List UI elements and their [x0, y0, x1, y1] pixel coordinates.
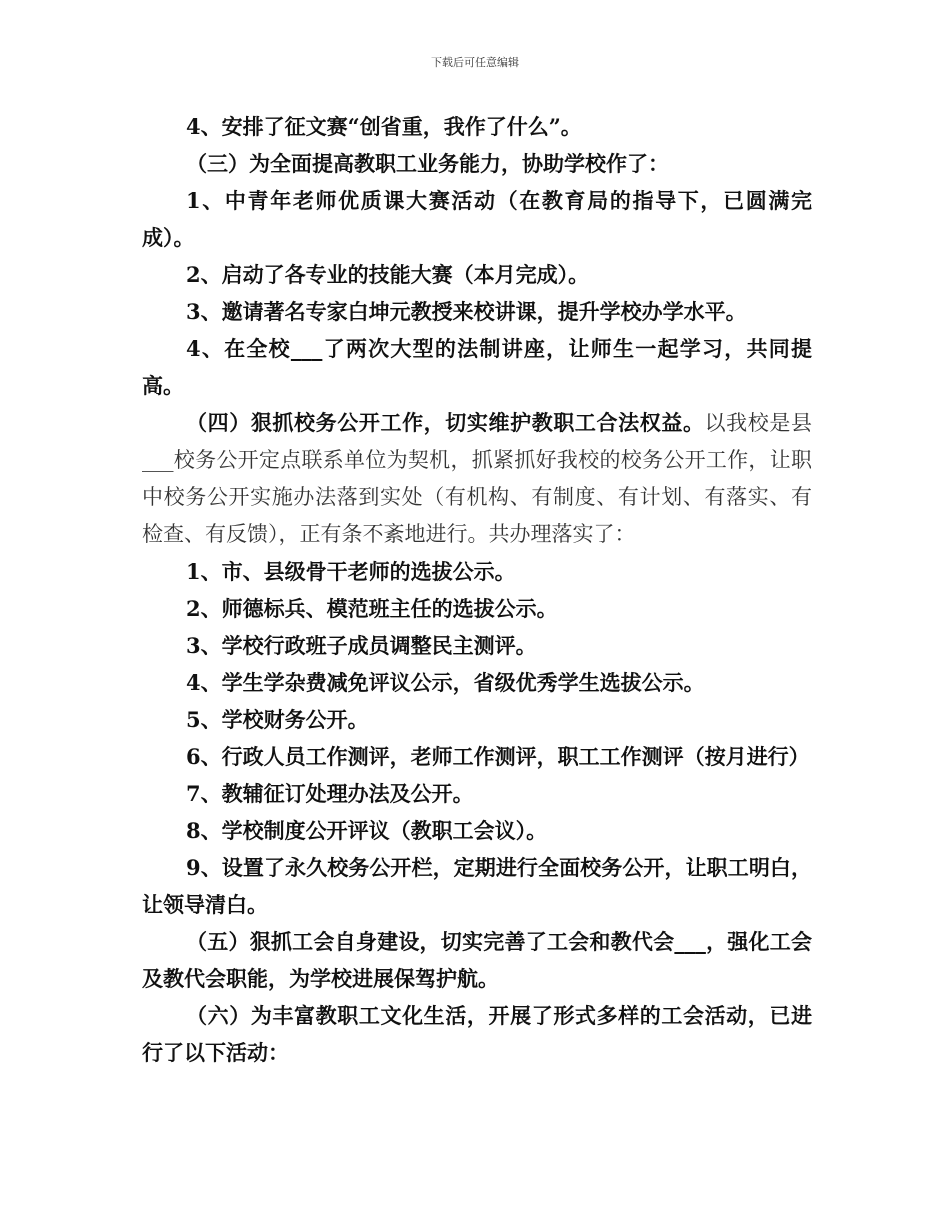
list-item: 8、学校制度公开评议（教职工会议）。 [186, 818, 548, 843]
section-4-title: （四）狠抓校务公开工作，切实维护教职工合法权益。 [186, 410, 705, 435]
list-item: 6、行政人员工作测评，老师工作测评，职工工作测评（按月进行） [186, 744, 810, 769]
section-4-paragraph [142, 404, 812, 553]
paragraph: 4、安排了征文赛“创省重，我作了什么”。 [186, 114, 582, 139]
list-item: 5、学校财务公开。 [186, 707, 369, 732]
list-item: 3、学校行政班子成员调整民主测评。 [186, 633, 537, 658]
paragraph: 2、启动了各专业的技能大赛（本月完成）。 [186, 262, 590, 287]
list-item: 2、师德标兵、模范班主任的选拔公示。 [186, 596, 558, 621]
paragraph: 4、在全校___了两次大型的法制讲座，让师生一起学习，共同提高。 [142, 336, 812, 398]
list-item: 9、设置了永久校务公开栏，定期进行全面校务公开，让职工明白，让领导清白。 [142, 855, 812, 917]
section-6-paragraph: （六）为丰富教职工文化生活，开展了形式多样的工会活动，已进行了以下活动： [142, 1003, 812, 1065]
page-header: 下载后可任意编辑 [431, 56, 519, 69]
list-item: 1、市、县级骨干老师的选拔公示。 [186, 559, 516, 584]
paragraph: 3、邀请著名专家白坤元教授来校讲课，提升学校办学水平。 [186, 299, 747, 324]
document-body [142, 108, 812, 1071]
paragraph: 1、中青年老师优质课大赛活动（在教育局的指导下，已圆满完成）。 [142, 188, 812, 250]
list-item: 7、教辅征订处理办法及公开。 [186, 781, 474, 806]
section-5-paragraph: （五）狠抓工会自身建设，切实完善了工会和教代会___，强化工会及教代会职能，为学校进展保驾护航。 [142, 929, 812, 991]
list-item: 4、学生学杂费减免评议公示，省级优秀学生选拔公示。 [186, 670, 705, 695]
section-heading: （三）为全面提高教职工业务能力，协助学校作了： [186, 151, 669, 176]
section-4-body: 以我校是县___校务公开定点联系单位为契机，抓紧抓好我校的校务公开工作，让职中校务公开实施办法落到实处（有机构、有制度、有计划、有落实、有检查、有反馈），正有条不紊地进行。共办理落实了： [142, 411, 813, 546]
